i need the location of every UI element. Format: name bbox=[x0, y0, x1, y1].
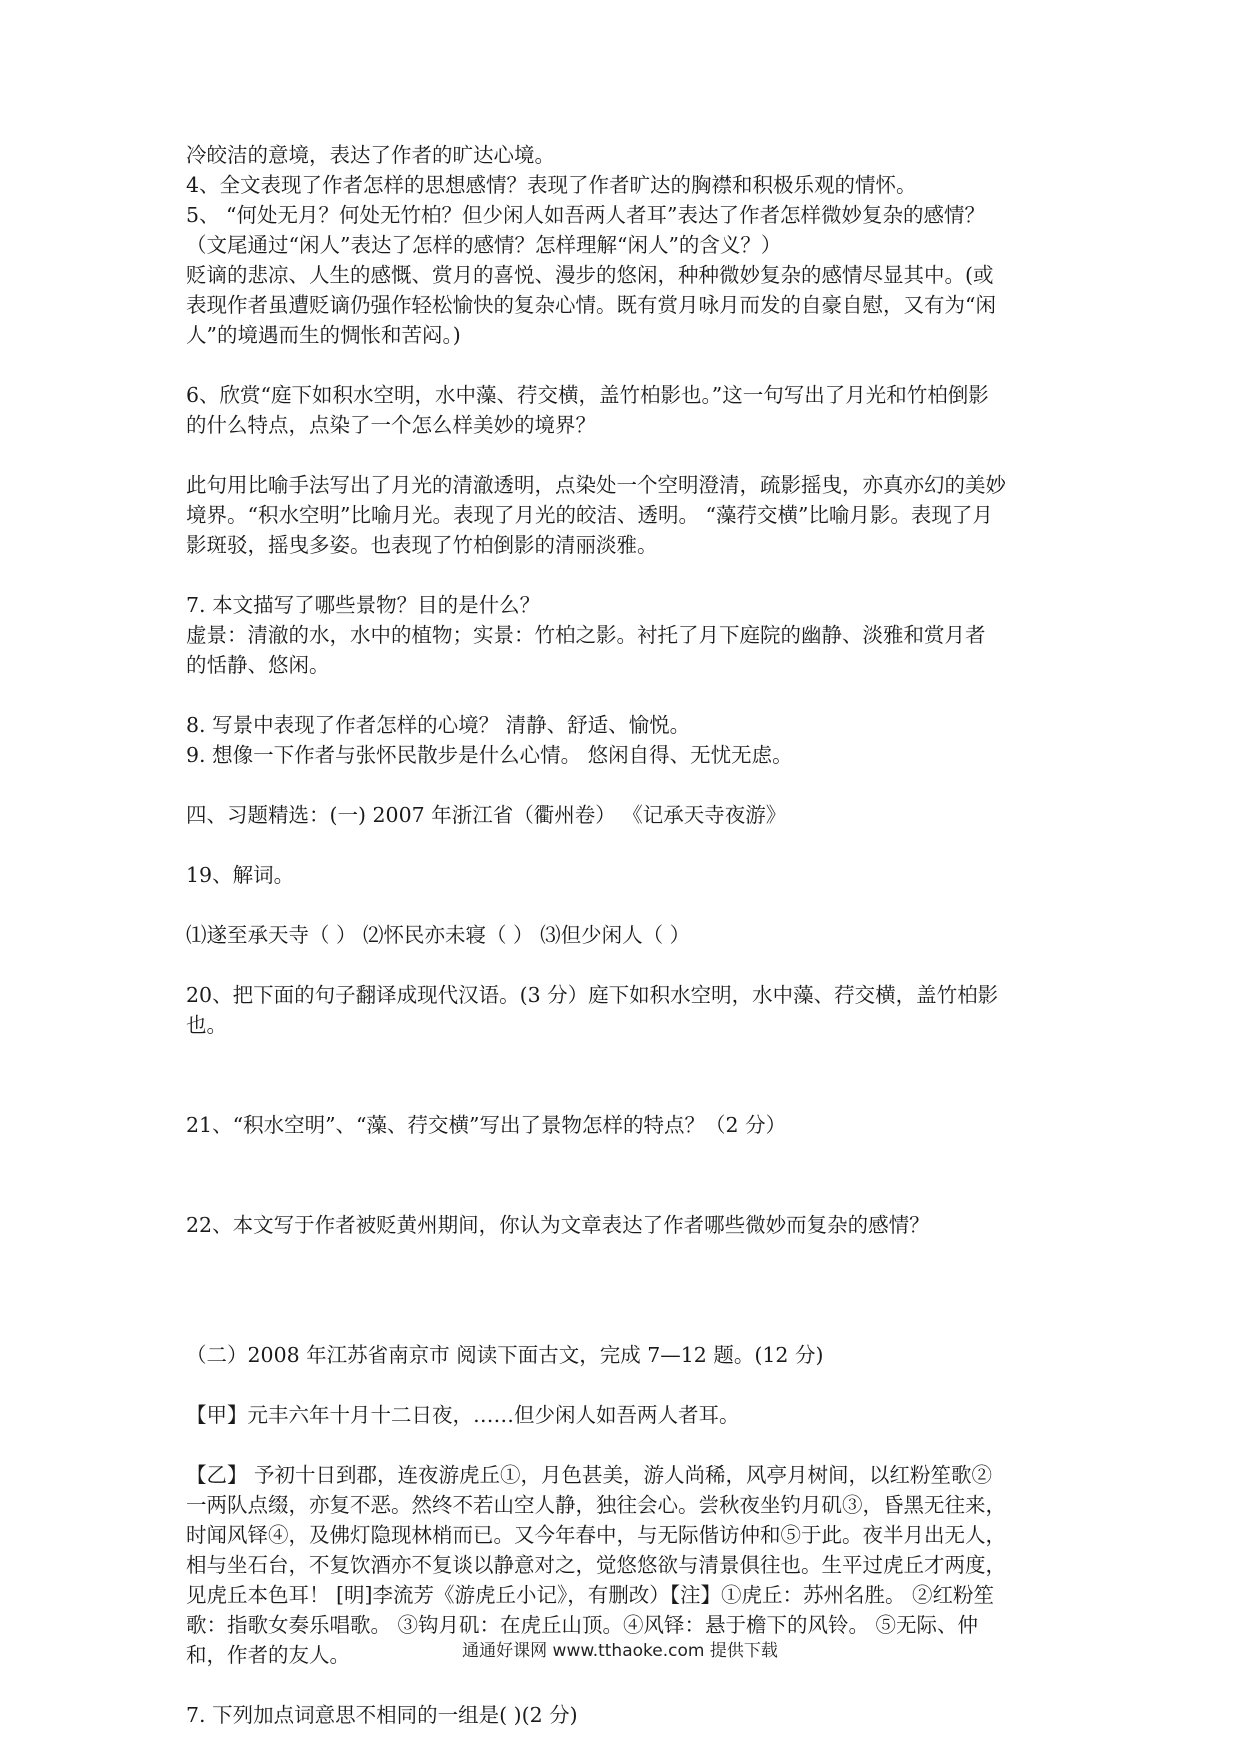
spacer bbox=[186, 1670, 1070, 1700]
spacer bbox=[186, 1240, 1070, 1310]
question-5-sub: （文尾通过“闲人”表达了怎样的感情？怎样理解“闲人”的含义？） bbox=[186, 233, 782, 257]
spacer bbox=[186, 680, 1070, 710]
answer-6-line: 此句用比喻手法写出了月光的清澈透明，点染处一个空明澄清，疏影摇曳，亦真亦幻的美妙 bbox=[186, 473, 1006, 497]
spacer bbox=[186, 830, 1070, 860]
spacer bbox=[186, 950, 1070, 980]
spacer bbox=[186, 1430, 1070, 1460]
spacer bbox=[186, 560, 1070, 590]
spacer bbox=[186, 440, 1070, 470]
passage-yi-line: 歌：指歌女奏乐唱歌。 ③钩月矶：在虎丘山顶。④风铎：悬于檐下的风铃。 ⑤无际、仲 bbox=[186, 1613, 979, 1637]
text-line: 冷皎洁的意境，表达了作者的旷达心境。 bbox=[186, 143, 555, 167]
section-heading-4: 四、习题精选：(一) 2007 年浙江省（衢州卷） 《记承天寺夜游》 bbox=[186, 803, 787, 827]
spacer bbox=[186, 350, 1070, 380]
answer-6-line: 影斑驳，摇曳多姿。也表现了竹柏倒影的清丽淡雅。 bbox=[186, 533, 658, 557]
spacer bbox=[186, 890, 1070, 920]
document-body bbox=[186, 140, 1070, 1730]
passage-yi-line: 和，作者的友人。 bbox=[186, 1643, 350, 1667]
spacer bbox=[186, 1140, 1070, 1210]
spacer bbox=[186, 1040, 1070, 1110]
question-4: 4、全文表现了作者怎样的思想感情？表现了作者旷达的胸襟和积极乐观的情怀。 bbox=[186, 173, 917, 197]
answer-5-line: 人”的境遇而生的惆怅和苦闷。) bbox=[186, 323, 461, 347]
passage-yi-line: 相与坐石台，不复饮酒亦不复谈以静意对之，觉悠悠欲与清景俱往也。生平过虎丘才两度， bbox=[186, 1553, 1006, 1577]
question-6-line: 6、欣赏“庭下如积水空明，水中藻、荇交横，盖竹柏影也。”这一句写出了月光和竹柏倒影 bbox=[186, 383, 989, 407]
question-7: 7. 本文描写了哪些景物？目的是什么？ bbox=[186, 593, 541, 617]
spacer bbox=[186, 1370, 1070, 1400]
passage-yi-line: 时闻风铎④，及佛灯隐现林梢而已。又今年春中，与无际偕访仲和⑤于此。夜半月出无人， bbox=[186, 1523, 1006, 1547]
question-8: 8. 写景中表现了作者怎样的心境？ 清静、舒适、愉悦。 bbox=[186, 713, 691, 737]
question-7-multiple-choice: 7. 下列加点词意思不相同的一组是( )(2 分) bbox=[186, 1703, 578, 1727]
page-footer: 通通好课网 www.tthaoke.com 提供下载 bbox=[462, 1641, 778, 1661]
question-22: 22、本文写于作者被贬黄州期间，你认为文章表达了作者哪些微妙而复杂的感情？ bbox=[186, 1213, 930, 1237]
passage-jia: 【甲】元丰六年十月十二日夜，……但少闲人如吾两人者耳。 bbox=[186, 1403, 740, 1427]
question-9: 9. 想像一下作者与张怀民散步是什么心情。 悠闲自得、无忧无虑。 bbox=[186, 743, 793, 767]
question-20-line: 20、把下面的句子翻译成现代汉语。(3 分）庭下如积水空明，水中藻、荇交横，盖竹柏影 bbox=[186, 983, 999, 1007]
question-19-items: ⑴遂至承天寺（ ） ⑵怀民亦未寝（ ） ⑶但少闲人（ ） bbox=[186, 923, 691, 947]
question-5: 5、 “何处无月？何处无竹柏？但少闲人如吾两人者耳”表达了作者怎样微妙复杂的感情？ bbox=[186, 203, 986, 227]
answer-7-line: 虚景：清澈的水，水中的植物；实景：竹柏之影。衬托了月下庭院的幽静、淡雅和赏月者 bbox=[186, 623, 986, 647]
question-21: 21、“积水空明”、“藻、荇交横”写出了景物怎样的特点？（2 分） bbox=[186, 1113, 787, 1137]
answer-7-line: 的恬静、悠闲。 bbox=[186, 653, 330, 677]
answer-5-line: 表现作者虽遭贬谪仍强作轻松愉快的复杂心情。既有赏月咏月而发的自豪自慰，又有为“闲 bbox=[186, 293, 996, 317]
section-heading-2: （二）2008 年江苏省南京市 阅读下面古文，完成 7—12 题。(12 分) bbox=[186, 1343, 824, 1367]
passage-yi-line: 【乙】 予初十日到郡，连夜游虎丘①，月色甚美，游人尚稀，风亭月树间，以红粉笙歌② bbox=[186, 1463, 993, 1487]
spacer bbox=[186, 1310, 1070, 1340]
passage-yi-line: 一两队点缀，亦复不恶。然终不若山空人静，独往会心。尝秋夜坐钓月矶③，昏黑无往来， bbox=[186, 1493, 1006, 1517]
spacer bbox=[186, 770, 1070, 800]
question-20-line: 也。 bbox=[186, 1013, 227, 1037]
answer-6-line: 境界。“积水空明”比喻月光。表现了月光的皎洁、透明。 “藻荇交横”比喻月影。表现了月 bbox=[186, 503, 993, 527]
answer-5-line: 贬谪的悲凉、人生的感慨、赏月的喜悦、漫步的悠闲，种种微妙复杂的感情尽显其中。(或 bbox=[186, 263, 994, 287]
question-19: 19、解词。 bbox=[186, 863, 295, 887]
passage-yi-line: 见虎丘本色耳！ [明]李流芳《游虎丘小记》，有删改）【注】①虎丘：苏州名胜。 ②红粉笙 bbox=[186, 1583, 995, 1607]
question-6-line: 的什么特点，点染了一个怎么样美妙的境界？ bbox=[186, 413, 596, 437]
